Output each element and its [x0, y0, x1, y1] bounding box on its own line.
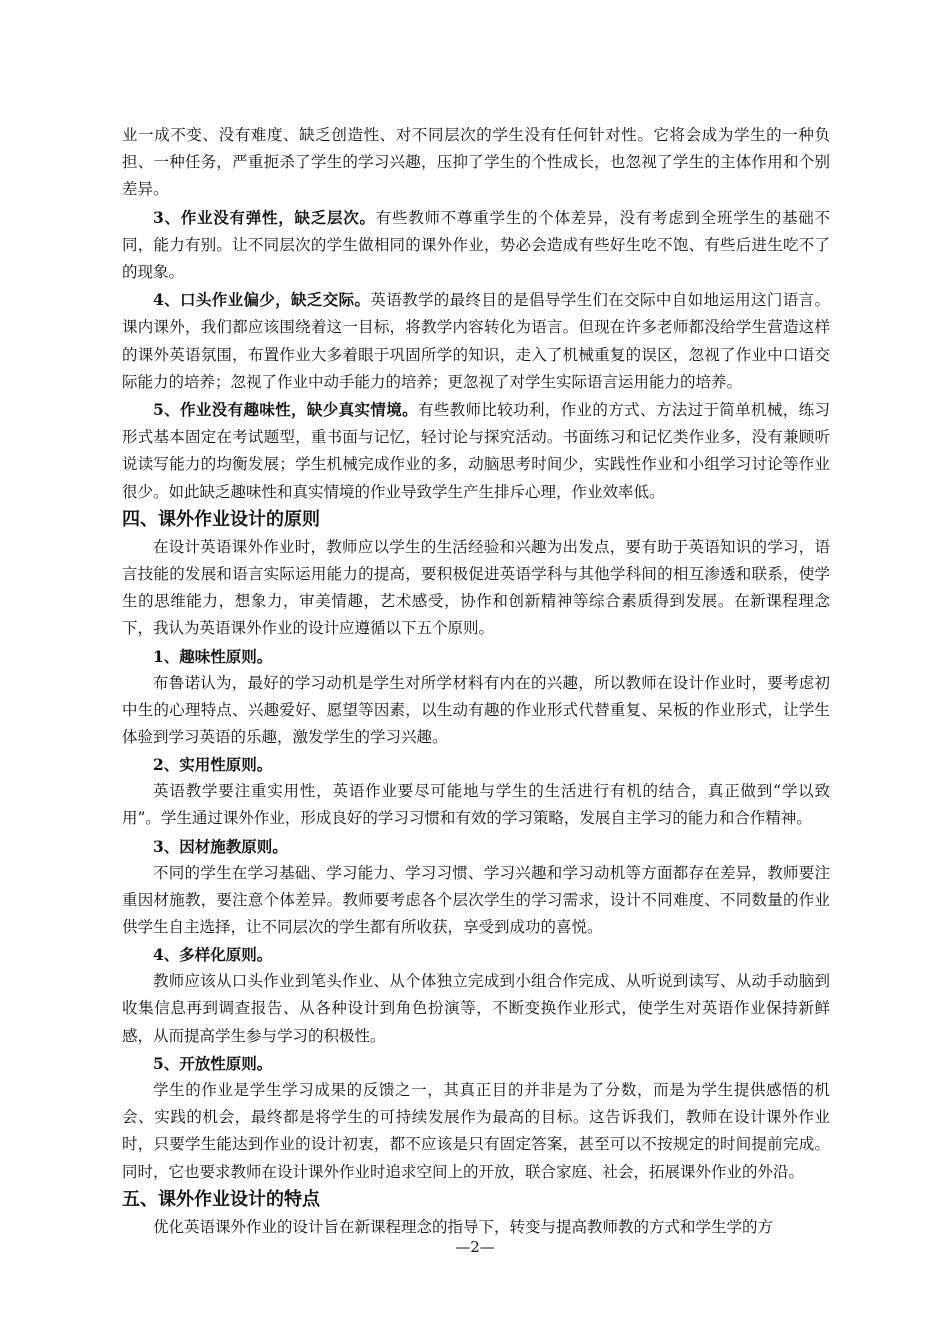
principle-1-text: 布鲁诺认为，最好的学习动机是学生对所学材料有内在的兴趣，所以教师在设计作业时，要考虑初中生的心理特点、兴趣爱好、愿望等因素，以生动有趣的作业形式代替重复、呆板的作业形式，让学生体验到学习英语的乐趣，激发学生的学习兴趣。: [122, 673, 830, 747]
principle-5-title: 5、开放性原则。: [153, 1053, 273, 1073]
principle-2-text: 英语教学要注重实用性，英语作业要尽可能地与学生的生活进行有机的结合，真正做到“学以致用”。学生通过课外作业，形成良好的学习习惯和有效的学习策略，发展自主学习的能力和合作精神。: [122, 782, 830, 828]
item-5-paragraph: [122, 396, 830, 506]
item-4-paragraph: [122, 286, 830, 396]
item-5-title: 5、作业没有趣味性，缺少真实情境。: [153, 400, 418, 420]
item-4-text: 英语教学的最终目的是倡导学生们在交际中自如地运用这门语言。课内课外，我们都应该围绕着这一目标，将教学内容转化为语言。但现在许多老师都没给学生营造这样的课外英语氛围，布置作业大多着眼于巩固所学的知识，走入了机械重复的误区，忽视了作业中口语交际能力的培养；忽视了作业中动手能力的培养；更忽视了对学生实际语言运用能力的培养。: [122, 291, 830, 391]
section-4-intro: 在设计英语课外作业时，教师应以学生的生活经验和兴趣为出发点，要有助于英语知识的学习，语言技能的发展和语言实际运用能力的提高，要积极促进英语学科与其他学科间的相互渗透和联系，使学生的思维能力，想象力，审美情趣，艺术感受，协作和创新精神等综合素质得到发展。在新课程理念下，我认为英语课外作业的设计应遵循以下五个原则。: [122, 537, 830, 638]
principle-2-title: 2、实用性原则。: [153, 755, 273, 775]
item-3-title: 3、作业没有弹性，缺乏层次。: [153, 207, 376, 227]
item-4-title: 4、口头作业偏少，缺乏交际。: [153, 290, 371, 310]
page-body: [122, 122, 830, 1241]
principle-5-text: 学生的作业是学生学习成果的反馈之一，其真正目的并非是为了分数，而是为学生提供感悟的机会、实践的机会，最终都是将学生的可持续发展作为最高的目标。这告诉我们，教师在设计课外作业时，只要学生能达到作业的设计初衷，都不应该是只有固定答案，甚至可以不按规定的时间提前完成。同时，它也要求教师在设计课外作业时追求空间上的开放，联合家庭、社会，拓展课外作业的外沿。: [122, 1080, 830, 1181]
item-5-text: 有些教师比较功利，作业的方式、方法过于简单机械，练习形式基本固定在考试题型，重书面与记忆，轻讨论与探究活动。书面练习和记忆类作业多，没有兼顾听说读写能力的均衡发展；学生机械完成作业的多，动脑思考时间少，实践性作业和小组学习讨论等作业很少。如此缺乏趣味性和真实情境的作业导致学生产生排斥心理，作业效率低。: [122, 401, 830, 501]
item-3-text: 有些教师不尊重学生的个体差异，没有考虑到全班学生的基础不同，能力有别。让不同层次的学生做相同的课外作业，势必会造成有些好生吃不饱、有些后进生吃不了的现象。: [122, 208, 830, 282]
principle-4-title: 4、多样化原则。: [153, 945, 273, 965]
principle-3-text: 不同的学生在学习基础、学习能力、学习习惯、学习兴趣和学习动机等方面都存在差异，教师要注重因材施教，要注意个体差异。教师要考虑各个层次学生的学习需求，设计不同难度、不同数量的作业供学生自主选择，让不同层次的学生都有所收获，享受到成功的喜悦。: [122, 863, 830, 937]
intro-paragraph: 业一成不变、没有难度、缺乏创造性、对不同层次的学生没有任何针对性。它将会成为学生的一种负担、一种任务，严重扼杀了学生的学习兴趣，压抑了学生的个性成长，也忽视了学生的主体作用和个别差异。: [122, 126, 830, 199]
section-4-heading: 四、课外作业设计的原则: [122, 508, 320, 530]
section-5-heading: 五、课外作业设计的特点: [122, 1188, 320, 1210]
principle-3-title: 3、因材施教原则。: [153, 836, 288, 856]
principle-1-title: 1、趣味性原则。: [153, 646, 273, 666]
item-3-paragraph: [122, 204, 830, 287]
page-number: —2—: [455, 1238, 495, 1256]
principle-4-text: 教师应该从口头作业到笔头作业、从个体独立完成到小组合作完成、从听说到读写、从动手动脑到收集信息再到调查报告、从各种设计到角色扮演等，不断变换作业形式，使学生对英语作业保持新鲜感，从而提高学生参与学习的积极性。: [122, 972, 830, 1045]
section-5-intro: 优化英语课外作业的设计旨在新课程理念的指导下，转变与提高教师教的方式和学生学的方: [153, 1217, 774, 1236]
